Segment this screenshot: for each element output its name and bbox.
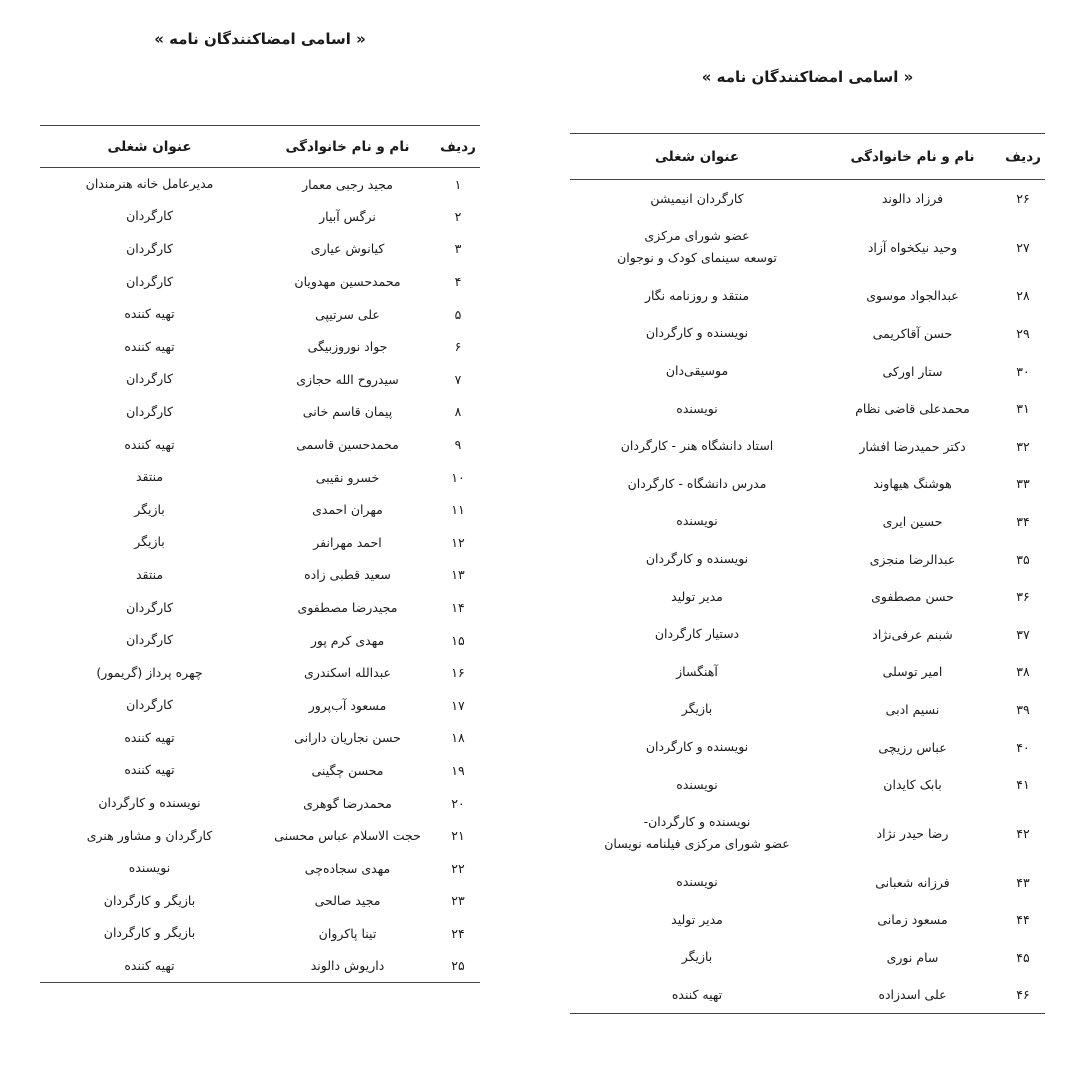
table-row — [570, 615, 1045, 653]
table-row — [570, 728, 1045, 766]
row-number: ۲۱ — [451, 828, 465, 844]
job-title-line: نویسنده — [676, 874, 718, 890]
job-title — [40, 689, 259, 722]
table-row — [570, 766, 1045, 804]
job-title — [40, 493, 259, 526]
signers-table — [40, 125, 480, 983]
row-number: ۴ — [454, 274, 462, 290]
table-row — [40, 885, 480, 918]
header-full-name: نام و نام خانوادگی — [850, 148, 975, 165]
row-number: ۱۰ — [451, 469, 465, 485]
table-row — [40, 461, 480, 494]
job-title — [40, 330, 259, 363]
table-row — [40, 428, 480, 461]
row-number: ۱۳ — [451, 567, 465, 583]
table-row — [40, 591, 480, 624]
signer-name: مهدی کرم پور — [310, 632, 385, 648]
table-row — [40, 787, 480, 820]
table-row — [40, 689, 480, 722]
signer-name: نرگس آبیار — [319, 208, 376, 224]
job-title — [40, 852, 259, 885]
signer-name: جواد نوروزبیگی — [307, 339, 388, 355]
job-title — [570, 863, 824, 901]
table-row — [40, 526, 480, 559]
job-title — [40, 722, 259, 755]
row-number: ۳۳ — [1016, 476, 1030, 492]
job-title-line: تهیه کننده — [124, 338, 175, 354]
signer-name: محسن چگینی — [311, 762, 384, 778]
table-row — [40, 656, 480, 689]
job-title — [40, 396, 259, 429]
row-number: ۴۱ — [1016, 777, 1030, 793]
job-title — [40, 950, 259, 983]
job-title-line: کارگردان — [126, 632, 173, 648]
row-number: ۷ — [454, 371, 462, 387]
job-title-line: استاد دانشگاه هنر - کارگردان — [620, 438, 774, 454]
job-title-line: نویسنده و کارگردان — [645, 739, 749, 755]
signer-name: حجت الاسلام عباس محسنی — [274, 828, 421, 844]
job-title — [570, 976, 824, 1014]
job-title-line: بازیگر و کارگردان — [103, 892, 196, 908]
table-row — [40, 852, 480, 885]
signer-name: سام نوری — [886, 949, 939, 965]
job-title-line: بازیگر و کارگردان — [103, 925, 196, 941]
row-number: ۲۰ — [451, 795, 465, 811]
job-title-line: مدیر تولید — [671, 911, 723, 927]
row-number: ۱۷ — [451, 697, 465, 713]
table-row — [40, 819, 480, 852]
signer-name: مهدی سجاده‌چی — [304, 860, 391, 876]
job-title — [40, 428, 259, 461]
table-row — [570, 180, 1045, 218]
signer-name: مجیدرضا مصطفوی — [297, 600, 398, 616]
row-number: ۲۳ — [451, 893, 465, 909]
job-title — [40, 298, 259, 331]
signer-name: تینا پاکروان — [318, 925, 377, 941]
signer-name: فرزاد دالوند — [881, 191, 944, 207]
job-title-line: دستیار کارگردان — [654, 626, 740, 642]
job-title-line: نویسنده و کارگردان — [645, 551, 749, 567]
row-number: ۳۰ — [1016, 363, 1030, 379]
job-title — [40, 656, 259, 689]
signer-name: مهران احمدی — [312, 502, 383, 518]
job-title — [40, 559, 259, 592]
row-number: ۲۷ — [1016, 239, 1030, 255]
signer-name: محمدحسین مهدویان — [294, 274, 401, 290]
job-title-line: بازیگر — [681, 949, 713, 965]
job-title — [570, 728, 824, 766]
table-row — [570, 427, 1045, 465]
job-title — [570, 653, 824, 691]
job-title-line: مدرس دانشگاه - کارگردان — [627, 475, 767, 491]
signer-name: عباس رزیچی — [878, 739, 947, 755]
signer-name: محمدحسین قاسمی — [296, 437, 399, 453]
job-title-line: تهیه کننده — [124, 306, 175, 322]
row-number: ۹ — [454, 437, 462, 453]
table-row — [40, 624, 480, 657]
job-title — [570, 427, 824, 465]
signer-name: ستار اورکی — [882, 363, 943, 379]
row-number: ۲۵ — [451, 958, 465, 974]
page-title: « اسامی امضاکنندگان نامه » — [701, 68, 914, 86]
table-row — [40, 950, 480, 983]
row-number: ۳۷ — [1016, 626, 1030, 642]
job-title-line: کارگردان — [126, 208, 173, 224]
job-title-line: چهره پرداز (گریمور) — [96, 664, 203, 680]
job-title-line: منتقد — [135, 469, 164, 485]
signer-name: حسین ایری — [882, 513, 943, 529]
header-job-title: عنوان شغلی — [654, 148, 740, 165]
table-row — [40, 363, 480, 396]
job-title — [570, 578, 824, 616]
table-row — [570, 939, 1045, 977]
job-title-line: کارگردان — [126, 273, 173, 289]
table-row — [570, 390, 1045, 428]
row-number: ۴۲ — [1016, 825, 1030, 841]
table-row — [570, 976, 1045, 1014]
row-number: ۴۳ — [1016, 874, 1030, 890]
job-title-line: تهیه کننده — [671, 986, 723, 1002]
job-title-line: کارگردان — [126, 371, 173, 387]
signer-name: نسیم ادبی — [885, 701, 940, 717]
signer-name: رضا حیدر نژاد — [876, 825, 949, 841]
job-title-line: کارگردان — [126, 403, 173, 419]
row-number: ۲۲ — [451, 860, 465, 876]
signer-name: سعید قطبی زاده — [304, 567, 391, 583]
job-title-line: بازیگر — [134, 501, 165, 517]
table-row — [570, 653, 1045, 691]
signers-table — [570, 133, 1045, 1014]
job-title-line: توسعه سینمای کودک و نوجوان — [617, 250, 777, 266]
job-title-line: کارگردان — [126, 697, 173, 713]
signer-name: محمدرضا گوهری — [303, 795, 392, 811]
table-header-row — [570, 134, 1045, 180]
job-title — [570, 390, 824, 428]
table-row — [570, 578, 1045, 616]
job-title — [570, 352, 824, 390]
signer-name: مسعود آب‌پرور — [308, 697, 387, 713]
job-title-line: موسیقی‌دان — [665, 363, 729, 379]
job-title-line: منتقد و روزنامه نگار — [644, 287, 750, 303]
job-title-line: منتقد — [135, 566, 164, 582]
signer-name: حسن آقاکریمی — [872, 325, 953, 341]
row-number: ۳۱ — [1016, 401, 1030, 417]
job-title — [570, 180, 824, 218]
job-title — [570, 901, 824, 939]
job-title-line: نویسنده — [676, 776, 718, 792]
job-title-line: کارگردان — [126, 599, 173, 615]
signer-name: هوشنگ هیهاوند — [873, 476, 952, 492]
row-number: ۱۹ — [451, 762, 465, 778]
job-title — [570, 803, 824, 863]
table-row — [40, 330, 480, 363]
row-number: ۳ — [454, 241, 462, 257]
job-title-line: تهیه کننده — [124, 957, 175, 973]
signer-name: مجید رجبی معمار — [302, 176, 393, 192]
job-title — [40, 754, 259, 787]
job-title-line: نویسنده — [128, 860, 171, 876]
job-title-line: مدیر تولید — [671, 588, 723, 604]
signer-name: سیدروح الله حجازی — [296, 371, 399, 387]
signer-name: دکتر حمیدرضا افشار — [859, 438, 966, 454]
row-number: ۲۶ — [1016, 191, 1030, 207]
row-number: ۸ — [454, 404, 462, 420]
signer-name: علی سرتیپی — [315, 306, 380, 322]
header-full-name: نام و نام خانوادگی — [285, 138, 410, 155]
table-row — [40, 233, 480, 266]
job-title — [40, 591, 259, 624]
row-number: ۴۴ — [1016, 912, 1030, 928]
table-row — [570, 863, 1045, 901]
signer-name: عبدالرضا منجزی — [869, 551, 956, 567]
row-number: ۱۱ — [451, 502, 465, 518]
job-title — [40, 917, 259, 950]
signer-name: علی اسدزاده — [878, 987, 947, 1003]
row-number: ۱ — [454, 176, 462, 192]
signer-name: کیانوش عیاری — [310, 241, 385, 257]
table-body — [40, 168, 480, 983]
job-title — [40, 363, 259, 396]
table-row — [40, 168, 480, 201]
job-title — [570, 939, 824, 977]
row-number: ۱۲ — [451, 534, 465, 550]
signer-name: بابک کایدان — [883, 777, 942, 793]
header-row-number: ردیف — [440, 138, 476, 155]
job-title-line: تهیه کننده — [124, 729, 175, 745]
row-number: ۳۲ — [1016, 438, 1030, 454]
job-title — [40, 461, 259, 494]
signer-name: محمدعلی قاضی نظام — [855, 401, 970, 417]
table-row — [570, 901, 1045, 939]
job-title-line: تهیه کننده — [124, 436, 175, 452]
job-title-line: مدیرعامل خانه هنرمندان — [85, 176, 214, 192]
page-title: « اسامی امضاکنندگان نامه » — [154, 30, 366, 48]
row-number: ۳۶ — [1016, 589, 1030, 605]
job-title — [570, 540, 824, 578]
job-title-line: عضو شورای مرکزی فیلنامه نویسان — [604, 836, 790, 852]
signer-name: شبنم عرفی‌نژاد — [872, 626, 953, 642]
row-number: ۱۶ — [451, 665, 465, 681]
job-title — [570, 503, 824, 541]
row-number: ۲۴ — [451, 925, 465, 941]
table-row — [570, 465, 1045, 503]
row-number: ۳۹ — [1016, 701, 1030, 717]
job-title — [40, 526, 259, 559]
job-title — [570, 465, 824, 503]
row-number: ۲۹ — [1016, 325, 1030, 341]
job-title-line: نویسنده و کارگردان- — [643, 814, 751, 830]
job-title-line: تهیه کننده — [124, 762, 175, 778]
table-row — [40, 917, 480, 950]
job-title — [570, 766, 824, 804]
row-number: ۲۸ — [1016, 288, 1030, 304]
job-title — [40, 233, 259, 266]
table-row — [40, 754, 480, 787]
row-number: ۱۴ — [451, 600, 465, 616]
table-header-row — [40, 126, 480, 168]
signer-name: امیر توسلی — [882, 664, 943, 680]
table-row — [40, 722, 480, 755]
table-row — [570, 277, 1045, 315]
signer-name: عبدالجواد موسوی — [866, 288, 959, 304]
job-title — [570, 615, 824, 653]
signer-name: فرزانه شعبانی — [875, 874, 950, 890]
job-title — [40, 168, 259, 201]
table-row — [570, 803, 1045, 863]
row-number: ۴۵ — [1016, 949, 1030, 965]
job-title-line: نویسنده — [676, 400, 718, 416]
row-number: ۵ — [454, 306, 462, 322]
job-title-line: کارگردان و مشاور هنری — [86, 827, 213, 843]
job-title-line: نویسنده و کارگردان — [98, 795, 201, 811]
row-number: ۴۰ — [1016, 739, 1030, 755]
row-number: ۶ — [454, 339, 462, 355]
row-number: ۱۸ — [451, 730, 465, 746]
job-title-line: آهنگساز — [676, 663, 718, 679]
job-title-line: کارگردان انیمیشن — [650, 190, 744, 206]
job-title-line: نویسنده — [676, 513, 718, 529]
signer-name: حسن مصطفوی — [871, 589, 954, 605]
job-title — [40, 200, 259, 233]
table-row — [40, 200, 480, 233]
row-number: ۳۴ — [1016, 513, 1030, 529]
signer-name: وحید نیکخواه آزاد — [867, 239, 958, 255]
job-title — [570, 691, 824, 729]
row-number: ۲ — [454, 208, 462, 224]
signer-name: خسرو نقیبی — [315, 469, 380, 485]
signer-name: احمد مهرانفر — [313, 534, 382, 550]
row-number: ۳۸ — [1016, 664, 1030, 680]
job-title — [40, 819, 259, 852]
table-row — [570, 691, 1045, 729]
table-row — [570, 315, 1045, 353]
job-title — [40, 265, 259, 298]
job-title-line: بازیگر — [681, 701, 713, 717]
header-job-title: عنوان شغلی — [107, 138, 192, 155]
job-title — [570, 277, 824, 315]
job-title — [570, 217, 824, 277]
job-title-line: بازیگر — [134, 534, 165, 550]
table-row — [570, 503, 1045, 541]
table-row — [40, 298, 480, 331]
signer-name: حسن نجاریان دارانی — [294, 730, 401, 746]
table-row — [40, 559, 480, 592]
signer-name: مجید صالحی — [314, 893, 381, 909]
signer-name: پیمان قاسم خانی — [302, 404, 393, 420]
job-title — [40, 787, 259, 820]
row-number: ۱۵ — [451, 632, 465, 648]
signer-name: داریوش دالوند — [310, 958, 385, 974]
job-title — [40, 624, 259, 657]
job-title — [40, 885, 259, 918]
job-title-line: کارگردان — [126, 240, 173, 256]
row-number: ۳۵ — [1016, 551, 1030, 567]
table-row — [40, 493, 480, 526]
job-title-line: عضو شورای مرکزی — [644, 228, 750, 244]
signer-name: عبدالله اسکندری — [304, 665, 391, 681]
table-row — [570, 217, 1045, 277]
job-title-line: نویسنده و کارگردان — [645, 325, 749, 341]
row-number: ۴۶ — [1016, 987, 1030, 1003]
job-title — [570, 315, 824, 353]
table-row — [570, 540, 1045, 578]
table-row — [40, 265, 480, 298]
table-body — [570, 180, 1045, 1014]
table-row — [40, 396, 480, 429]
table-row — [570, 352, 1045, 390]
signer-name: مسعود زمانی — [877, 912, 948, 928]
header-row-number: ردیف — [1005, 148, 1041, 165]
